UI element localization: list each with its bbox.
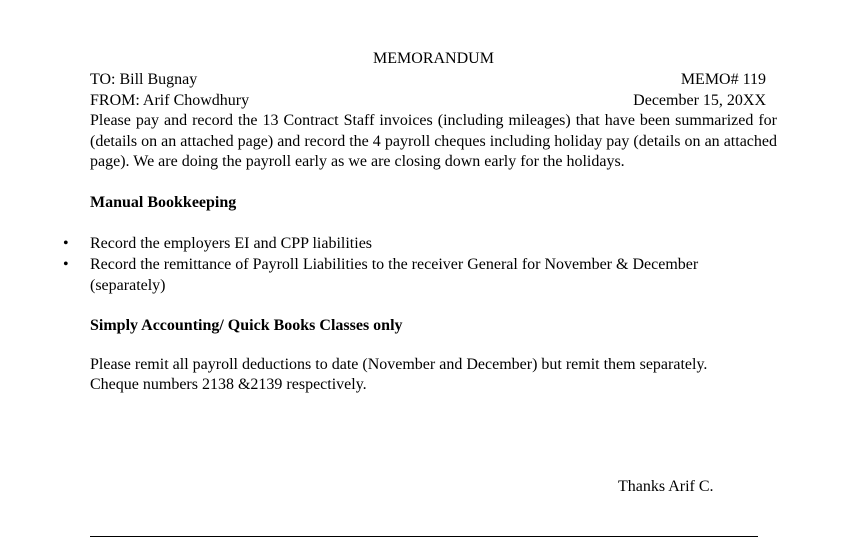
- instruction-paragraph: Please pay and record the 13 Contract Staff invoices (including mileages) that have been summarized for (details on an attached page) and record the 4 payroll cheques including holiday pay (details on an attached page). We are doing the payroll early as we are closing down early for the holidays.: [90, 112, 777, 170]
- to-line: TO: Bill Bugnay: [90, 71, 198, 88]
- header-row-to: [90, 69, 766, 90]
- simply-accounting-heading: Simply Accounting/ Quick Books Classes only: [90, 316, 403, 334]
- manual-bookkeeping-heading: Manual Bookkeeping: [90, 193, 237, 211]
- bullet-icon: •: [63, 234, 69, 252]
- memo-document: [63, 48, 777, 396]
- memo-title: MEMORANDUM: [373, 50, 494, 67]
- list-item: [63, 254, 777, 296]
- remittance-paragraph: [90, 355, 777, 396]
- list-item-text: Record the employers EI and CPP liabilities: [90, 234, 373, 252]
- memo-date: December 15, 20XX: [633, 92, 766, 109]
- from-line: FROM: Arif Chowdhury: [90, 92, 250, 109]
- list-item-text: Record the remittance of Payroll Liabilities to the receiver General for November & December (separately): [90, 255, 699, 294]
- list-item: [63, 233, 777, 254]
- header-row-from: [90, 90, 766, 111]
- remittance-line-2: Cheque numbers 2138 &2139 respectively.: [90, 376, 367, 393]
- task-list: [63, 233, 777, 296]
- bullet-icon: •: [63, 255, 69, 273]
- memo-number: MEMO# 119: [680, 71, 766, 88]
- signature-divider: [90, 536, 758, 537]
- signoff: Thanks Arif C.: [618, 478, 714, 495]
- remittance-line-1: Please remit all payroll deductions to date (November and December) but remit them separately.: [90, 355, 708, 373]
